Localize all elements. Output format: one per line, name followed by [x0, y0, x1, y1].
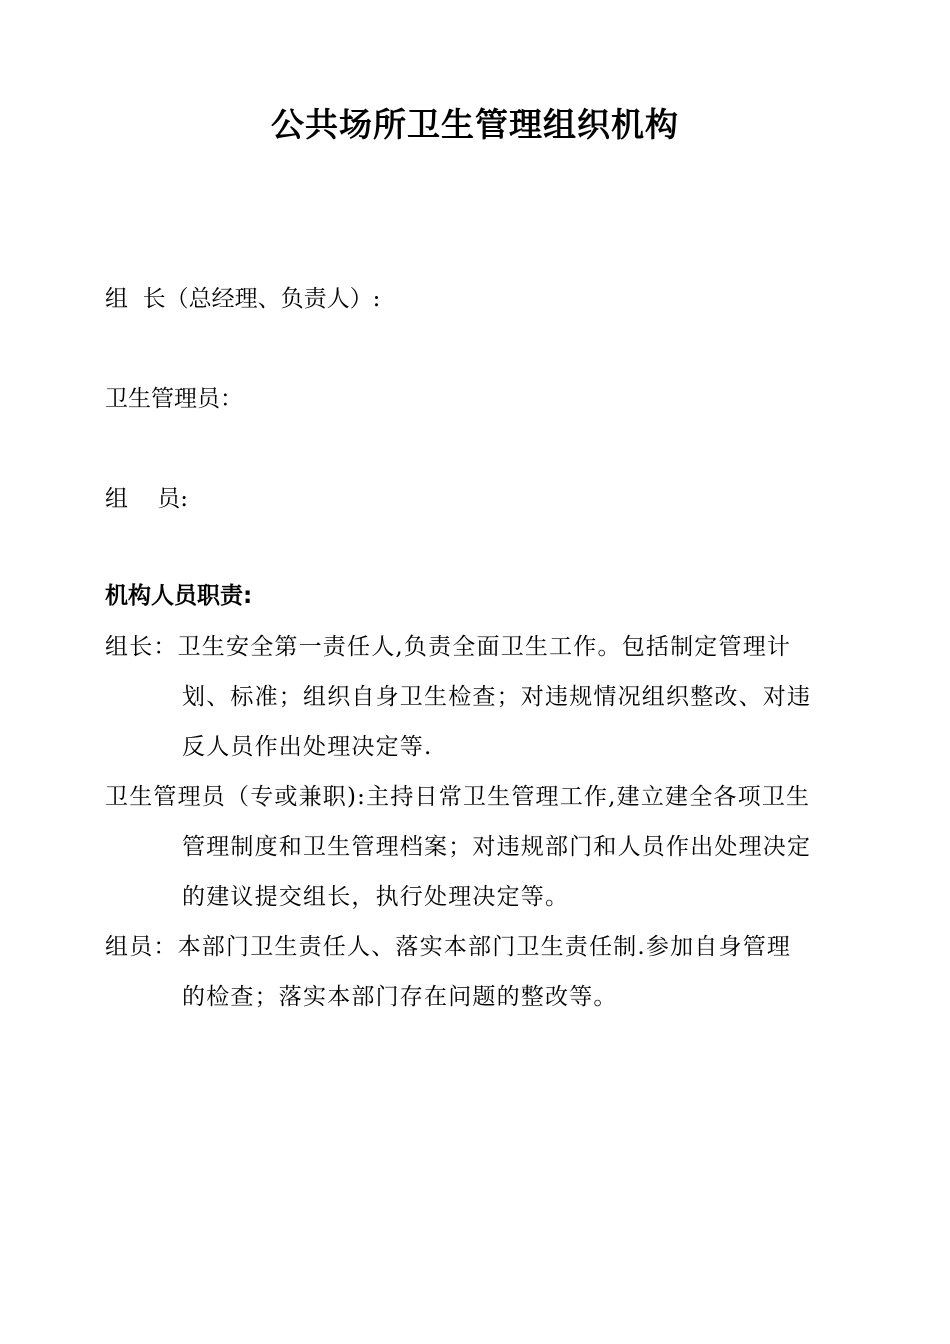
duty-line: 划、标准；组织自身卫生检查；对违规情况组织整改、对违 — [182, 684, 812, 710]
duty-line: 反人员作出处理决定等. — [182, 734, 433, 760]
duty-hygiene-manager — [105, 772, 847, 922]
duty-line: 的检查；落实本部门存在问题的整改等。 — [182, 984, 618, 1010]
duty-line: 的建议提交组长，执行处理决定等。 — [182, 884, 570, 910]
document-title: 公共场所卫生管理组织机构 — [271, 105, 679, 144]
field-group-leader: 组 长（总经理、负责人）: — [105, 286, 381, 312]
duty-group-members — [105, 922, 847, 1022]
field-hygiene-manager: 卫生管理员： — [105, 386, 243, 412]
field-group-members: 组 员: — [105, 486, 188, 512]
duty-line: 管理制度和卫生管理档案；对违规部门和人员作出处理决定 — [182, 834, 812, 860]
section-heading-duties: 机构人员职责: — [105, 583, 253, 609]
duty-line: 组员：本部门卫生责任人、落实本部门卫生责任制.参加自身管理 — [105, 934, 792, 960]
duty-group-leader — [105, 622, 847, 772]
duty-line: 组长：卫生安全第一责任人,负责全面卫生工作。包括制定管理计 — [105, 634, 792, 660]
duty-line: 卫生管理员（专或兼职):主持日常卫生管理工作,建立建全各项卫生 — [105, 784, 811, 810]
